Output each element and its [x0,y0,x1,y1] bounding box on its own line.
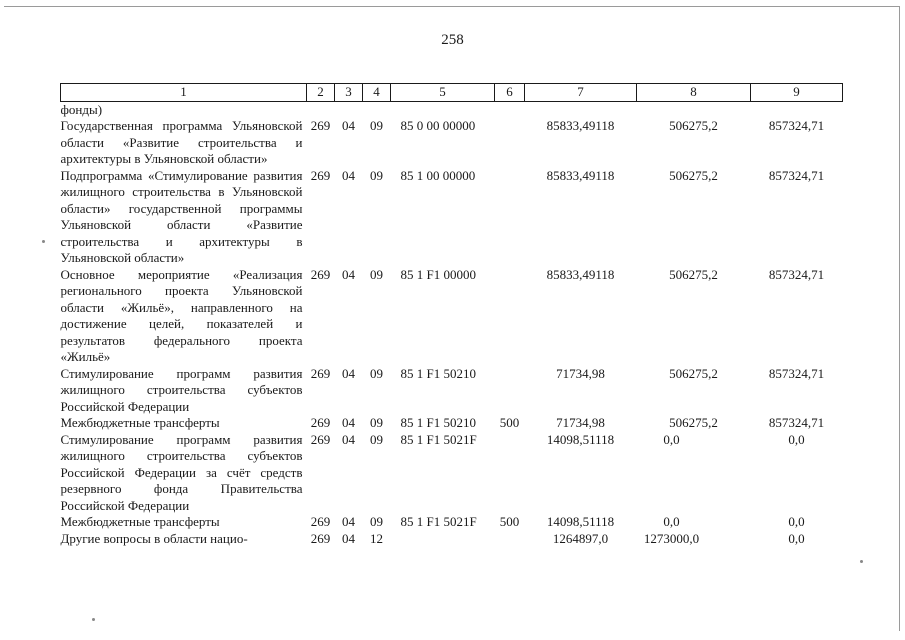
cell-col-4: 09 [370,167,383,183]
row-name: фонды) [60,101,103,117]
cell-col-4: 09 [370,415,383,430]
cell-col-6 [495,366,525,416]
cell-col-8: 506275,2 [669,365,718,381]
header-col-4: 4 [363,84,391,102]
cell-col-4 [363,101,391,118]
cell-col-5 [391,531,495,548]
cell-col-8: 506275,2 [669,415,718,430]
cell-col-7: 85833,49118 [546,266,615,282]
cell-col-4: 09 [370,431,383,447]
cell-col-8 [637,531,751,548]
cell-col-3 [335,101,363,118]
row-name: Межбюджетные трансферты [60,415,220,430]
cell-col-5: 85 1 F1 5021F [400,514,477,529]
cell-col-9: 857324,71 [768,415,825,430]
table-row [61,168,843,267]
cell-col-5: 85 0 00 00000 [400,118,476,133]
budget-table [60,83,843,547]
row-name: Стимулирование программ развития жилищного строительства субъектов Российской Федерации [60,365,303,414]
cell-col-5 [391,101,495,118]
header-col-2: 2 [307,84,335,102]
row-name: Межбюджетные трансферты [60,514,220,529]
scan-speck [42,240,45,243]
cell-col-2: 269 [310,415,331,430]
cell-col-5: 85 1 00 00000 [400,167,476,183]
cell-col-9: 857324,71 [768,365,825,381]
cell-col-6 [495,267,525,366]
cell-col-3: 04 [342,415,355,430]
cell-col-8: 506275,2 [669,118,718,133]
cell-col-9: 0,0 [788,514,805,529]
cell-col-2 [307,101,335,118]
cell-col-6 [495,118,525,168]
cell-col-6 [495,168,525,267]
cell-col-6: 500 [499,415,520,430]
cell-col-2: 269 [310,365,331,381]
cell-col-2: 269 [310,266,331,282]
row-name: Государственная программа Ульяновской области «Развитие строительства и архитектуры в Ульяновской области» [60,118,303,166]
table-row [61,366,843,416]
scan-speck [860,560,863,563]
cell-col-2: 269 [310,431,331,447]
row-name: Стимулирование программ развития жилищного строительства субъектов Российской Федерации за счёт средств резервного фонда Правительства Российской Федерации [60,431,303,513]
scan-speck [92,618,95,621]
cell-col-4: 12 [370,530,383,546]
row-name: Подпрограмма «Стимулирование развития жилищного строительства в Ульяновской области» государственной программы Ульяновской области «Развитие строительства и архитектуры в Ульяновской области» [60,167,303,265]
table-header [61,84,843,102]
cell-col-8 [637,432,751,515]
table-row [61,415,843,432]
cell-col-3: 04 [342,514,355,529]
cell-col-3: 04 [342,167,355,183]
cell-col-7 [525,101,637,118]
header-col-8: 8 [637,84,751,102]
header-col-1: 1 [61,84,307,102]
cell-col-5: 85 1 F1 50210 [400,365,476,381]
cell-col-5: 85 1 F1 50210 [400,415,476,430]
header-col-6: 6 [495,84,525,102]
cell-col-7: 71734,98 [556,365,605,381]
cell-col-7: 71734,98 [556,415,605,430]
cell-col-5: 85 1 F1 5021F [400,431,477,447]
cell-col-3: 04 [342,118,355,133]
cell-col-7: 85833,49118 [546,118,615,133]
page-number: 258 [441,32,464,48]
cell-col-9: 0,0 [788,530,805,546]
cell-col-2: 269 [310,118,331,133]
cell-col-5: 85 1 F1 00000 [400,266,476,282]
cell-col-8: 506275,2 [669,167,718,183]
table-row [61,101,843,118]
header-col-5: 5 [391,84,495,102]
cell-col-8-value: 0,0 [663,431,680,447]
cell-col-8 [637,101,751,118]
row-name: Основное мероприятие «Реализация регионального проекта Ульяновской области «Жильё», направленного на достижение целей, показателей и результатов федерального проекта «Жильё» [60,266,303,364]
cell-col-2: 269 [310,530,331,546]
cell-col-6 [495,432,525,515]
cell-col-8: 506275,2 [669,266,718,282]
table-row [61,514,843,531]
cell-col-7: 14098,51118 [546,431,615,447]
cell-col-4: 09 [370,514,383,529]
header-row [61,84,843,102]
table-row [61,267,843,366]
cell-col-4: 09 [370,365,383,381]
header-col-7: 7 [525,84,637,102]
cell-col-4: 09 [370,118,383,133]
row-name: Другие вопросы в области нацио- [60,530,248,546]
header-col-3: 3 [335,84,363,102]
cell-col-8-value: 1273000,0 [643,530,700,546]
cell-col-7: 14098,51118 [546,514,615,529]
cell-col-3: 04 [342,431,355,447]
cell-col-9: 857324,71 [768,118,825,133]
cell-col-7: 1264897,0 [552,530,609,546]
cell-col-9: 857324,71 [768,167,825,183]
cell-col-9: 857324,71 [768,266,825,282]
cell-col-9 [751,101,843,118]
cell-col-6 [495,531,525,548]
cell-col-6: 500 [499,514,520,529]
table-row [61,531,843,548]
cell-col-9: 0,0 [788,431,805,447]
cell-col-8 [637,514,751,531]
cell-col-7: 85833,49118 [546,167,615,183]
cell-col-3: 04 [342,365,355,381]
cell-col-4: 09 [370,266,383,282]
cell-col-3: 04 [342,266,355,282]
cell-col-3: 04 [342,530,355,546]
header-col-9: 9 [751,84,843,102]
cell-col-2: 269 [310,167,331,183]
cell-col-6 [495,101,525,118]
table-row [61,432,843,515]
cell-col-2: 269 [310,514,331,529]
cell-col-8-value: 0,0 [663,514,680,529]
table-body [61,101,843,547]
table-row [61,118,843,168]
